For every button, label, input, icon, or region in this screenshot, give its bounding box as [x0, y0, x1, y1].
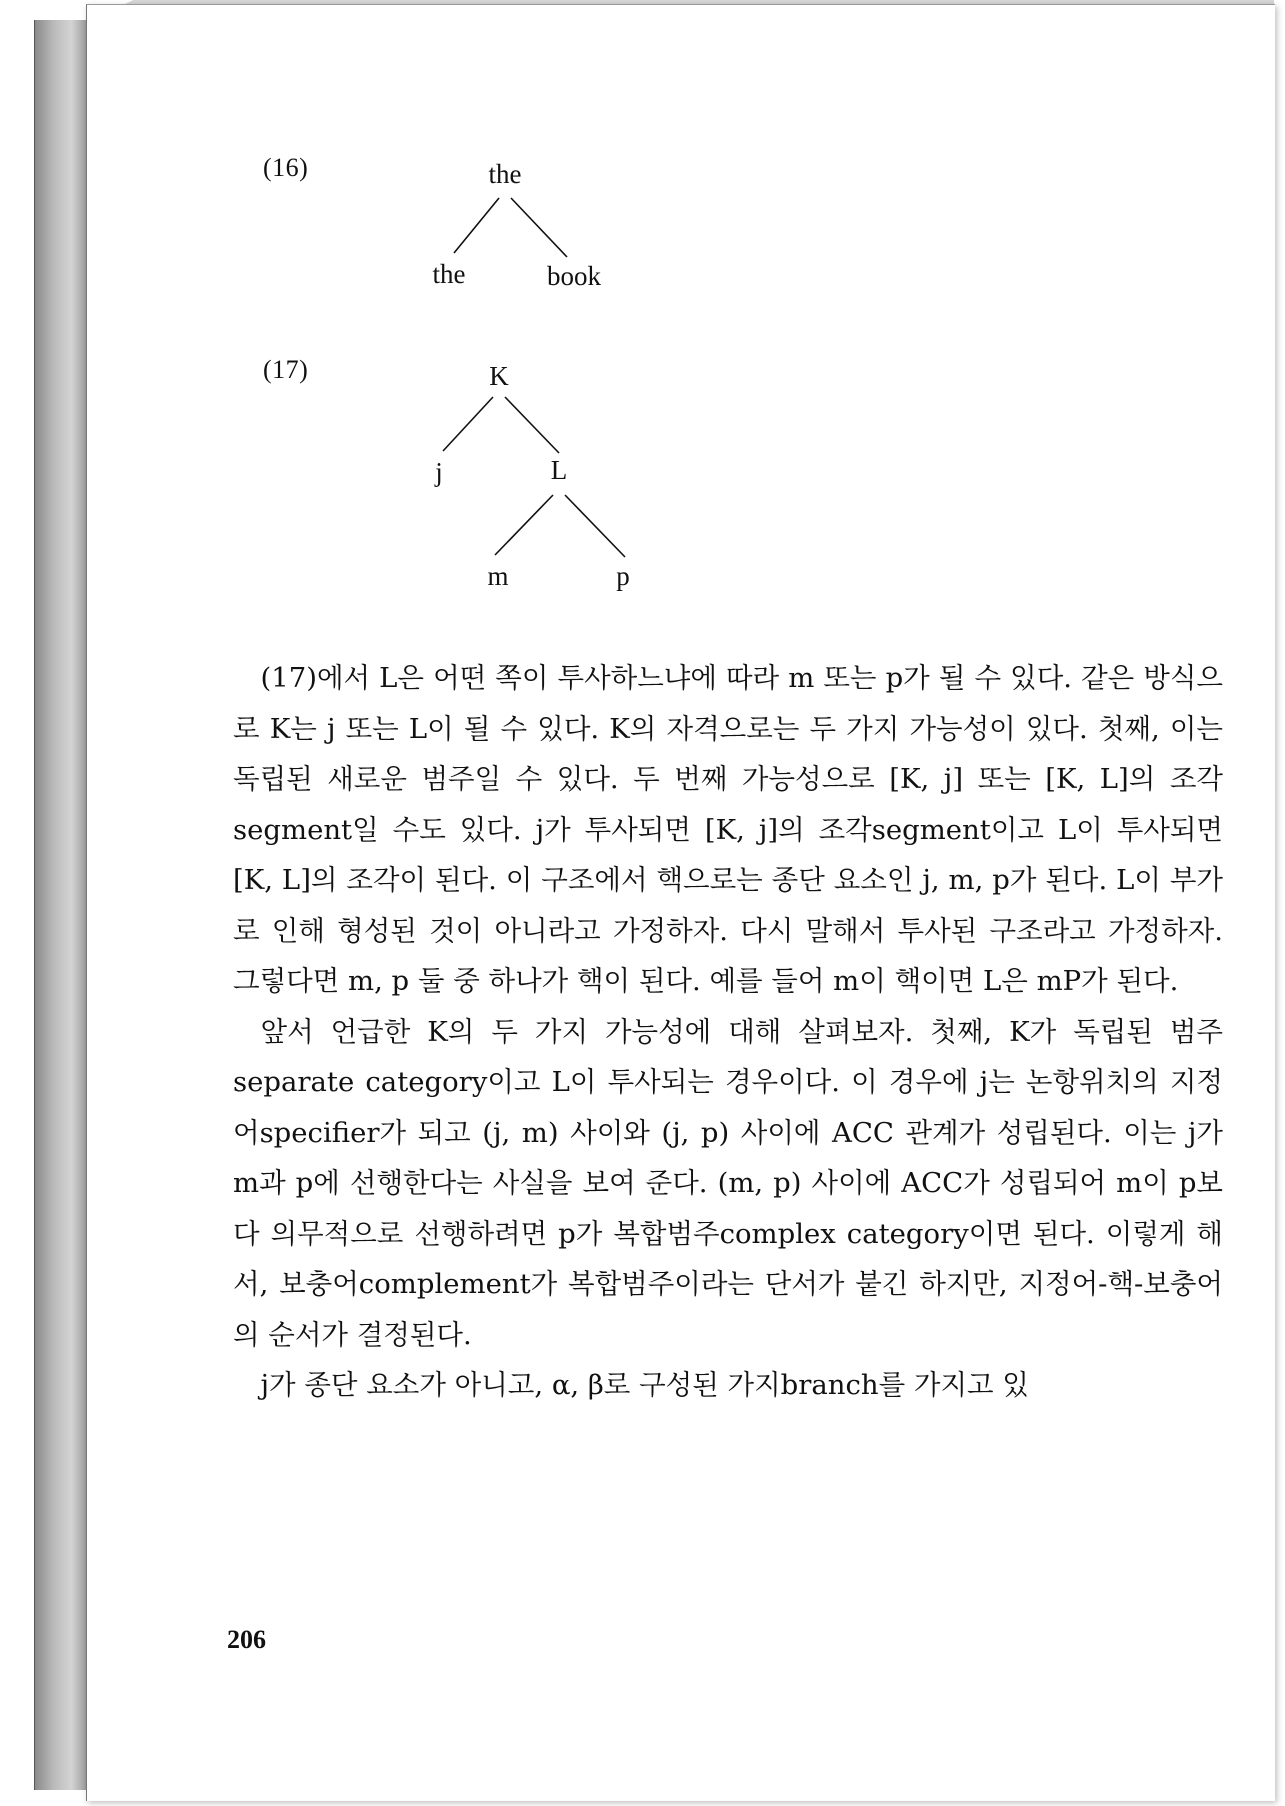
tree17-j-label: j — [435, 457, 443, 487]
paragraph-2: 앞서 언급한 K의 두 가지 가능성에 대해 살펴보자. 첫째, K가 독립된 범주separate category이고 L이 투사되는 경우이다. 이 경우에 j는 논항위치의 지정어specifier가 되고 (j, m) 사이와 (j, p) 사이에 ACC 관계가 성립된다. 이는 j가 m과 p에 선행한다는 사실을 보여 준다. (m, p) 사이에 ACC가 성립되어 m이 p보다 의무적으로 선행하려면 p가 복합범주complex category이면 된다. 이렇게 해서, 보충어complement가 복합범주이라는 단서가 붙긴 하지만, 지정어-핵-보충어의 순서가 결정된다. — [233, 1015, 1223, 1351]
example-number-16: (16) — [263, 153, 309, 182]
page-content — [87, 5, 1275, 1801]
tree16-root-label: the — [488, 159, 522, 189]
page-number: 206 — [227, 1625, 266, 1654]
book-page — [86, 4, 1275, 1801]
tree17-k-right-branch — [505, 397, 559, 453]
tree17-p-label: p — [616, 561, 630, 591]
tree17-l-left-branch — [495, 495, 553, 555]
tree17-m-label: m — [487, 561, 509, 591]
tree17-l-right-branch — [565, 495, 625, 557]
tree16-left-label: the — [432, 259, 466, 289]
tree16-left-branch — [454, 198, 499, 253]
paragraph-3: j가 종단 요소가 아니고, α, β로 구성된 가지branch를 가지고 있 — [260, 1369, 1029, 1401]
tree16-right-branch — [511, 198, 567, 257]
tree17-root-label: K — [489, 361, 509, 391]
tree17-l-label: L — [550, 455, 568, 485]
example-number-17: (17) — [263, 355, 309, 384]
tree-diagram-17 — [387, 345, 747, 605]
tree17-k-left-branch — [443, 397, 493, 451]
tree-diagram-16 — [387, 145, 707, 305]
book-spine — [34, 20, 87, 1790]
body-text — [233, 653, 1223, 1411]
tree16-right-label: book — [547, 261, 601, 291]
paragraph-1: (17)에서 L은 어떤 쪽이 투사하느냐에 따라 m 또는 p가 될 수 있다. 같은 방식으로 K는 j 또는 L이 될 수 있다. K의 자격으로는 두 가지 가능성이 있다. 첫째, 이는 독립된 새로운 범주일 수 있다. 두 번째 가능성으로 [K, j] 또는 [K, L]의 조각segment일 수도 있다. j가 투사되면 [K, j]의 조각segment이고 L이 투사되면 [K, L]의 조각이 된다. 이 구조에서 핵으로는 종단 요소인 j, m, p가 된다. L이 부가로 인해 형성된 것이 아니라고 가정하자. 다시 말해서 투사된 구조라고 가정하자. 그렇다면 m, p 둘 중 하나가 핵이 된다. 예를 들어 m이 핵이면 L은 mP가 된다. — [233, 662, 1223, 997]
